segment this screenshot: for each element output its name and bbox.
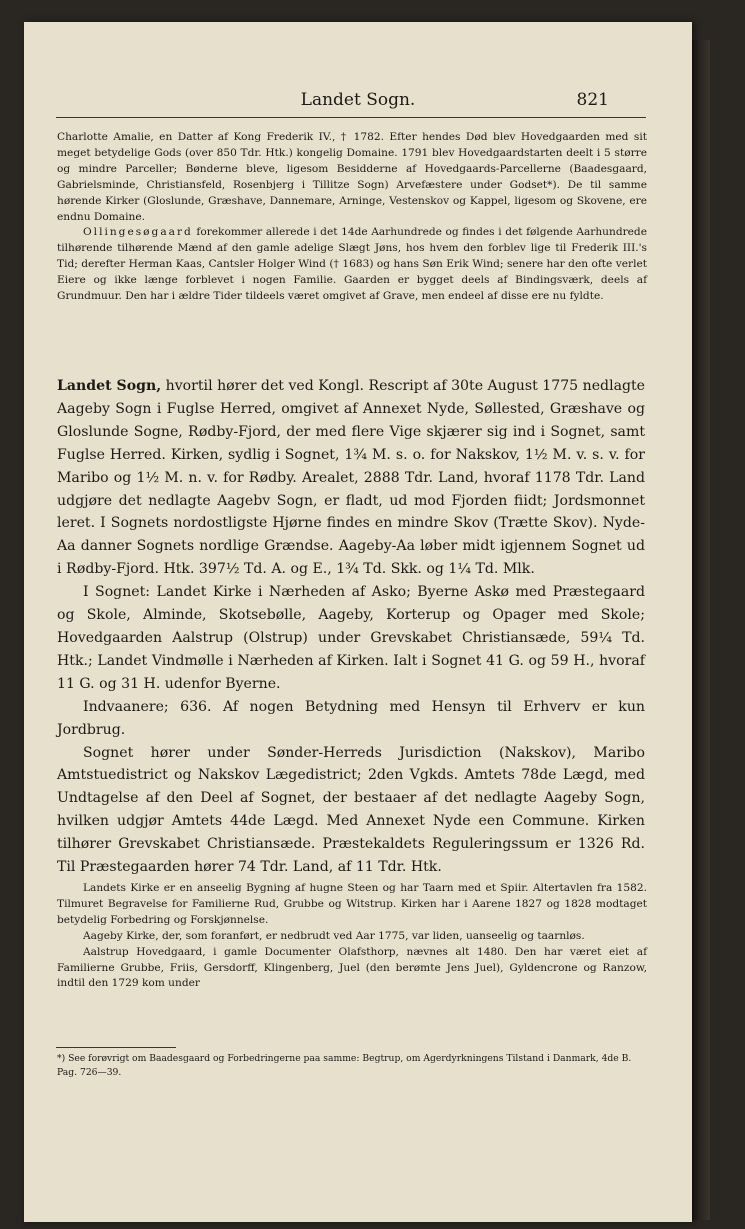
- main-paragraph-2: I Sognet: Landet Kirke i Nærheden af Asko; Byerne Askø med Præstegaard og Skole, Alminde, Skotsebølle, Aageby, Korterup og Opager med Skole; Hovedgaarden Aalstrup (Olstrup) under Grevskabet Christiansæde, 59¼ Td. Htk.; Landet Vindmølle i Nærheden af Kirken. Ialt i Sognet 41 G. og 59 H., hvoraf 11 G. og 31 H. udenfor Byerne.: [57, 584, 645, 692]
- main-paragraph-4: Sognet hører under Sønder-Herreds Jurisdiction (Nakskov), Maribo Amtstuedistrict og Nakskov Lægedistrict; 2den Vgkds. Amtets 78de Lægd, med Undtagelse af den Deel af Sognet, der bestaaer af det nedlagte Aageby Sogn, hvilken udgjør Amtets 44de Lægd. Med Annexet Nyde een Commune. Kirken tilhører Grevskabet Christiansæde. Præstekaldets Reguleringssum er 1326 Rd. Til Præstegaarden hører 74 Tdr. Land, af 11 Tdr. Htk.: [57, 744, 645, 876]
- footnote: *) See forøvrigt om Baadesgaard og Forbedringerne paa samme: Begtrup, om Agerdyrkningens Tilstand i Danmark, 4de B. Pag. 726—39.: [57, 1053, 632, 1078]
- intro-paragraph-2-text: forekommer allerede i det 14de Aarhundrede og findes i det følgende Aarhundrede tilhørende tilhørende Mænd af den gamle adelige Slægt Jøns, hos hvem den forblev lige til Frederik III.'s Tid; derefter Herman Kaas, Cantsler Holger Wind († 1683) og hans Søn Erik Wind; senere har den ofte verlet Eiere og ikke længe forblevet i nogen Familie. Gaarden er bygget deels af Bindingsværk, deels af Grundmuur. Den har i ældre Tider tildeels været omgivet af Grave, men endeel af disse ere nu fyldte.: [57, 226, 647, 303]
- running-header: [24, 90, 692, 120]
- notes-paragraph-3: Aalstrup Hovedgaard, i gamle Documenter Olafsthorp, nævnes alt 1480. Den har været eiet af Familierne Grubbe, Friis, Gersdorff, Klingenberg, Juel (den berømte Jens Juel), Gyldencrone og Ranzow, indtil den 1729 kom under: [57, 945, 647, 990]
- main-text-block: [57, 375, 645, 879]
- main-paragraph-1: [57, 375, 645, 581]
- main-paragraph-3: Indvaanere; 636. Af nogen Betydning med Hensyn til Erhverv er kun Jordbrug.: [57, 698, 645, 738]
- intro-text-block: [57, 130, 647, 305]
- intro-paragraph-1: Charlotte Amalie, en Datter af Kong Frederik IV., † 1782. Efter hendes Død blev Hovedgaarden med sit meget betydelige Gods (over 850 Tdr. Htk.) kongelig Domaine. 1791 blev Hovedgaardstarten deelt i 5 større og mindre Parceller; Bønderne bleve, ligesom Besidderne af Hovedgaards-Parcellerne (Baadesgaard, Gabrielsminde, Christiansfeld, Rosenbjerg i Tillitze Sogn) Arvefæstere under Godset*). De til samme hørende Kirker (Gloslunde, Græshave, Dannemare, Arninge, Vestenskov og Kappel, ligesom og Skovene, ere endnu Domaine.: [57, 131, 647, 223]
- notes-paragraph-2: Aageby Kirke, der, som foranført, er nedbrudt ved Aar 1775, var liden, uanseelig og taarnløs.: [83, 929, 585, 942]
- notes-text-block: [57, 881, 647, 992]
- running-title: Landet Sogn.: [300, 90, 416, 110]
- book-page-edge: [692, 40, 710, 1220]
- footnote-rule: [56, 1047, 176, 1048]
- manor-name: Ollingesøgaard: [83, 226, 193, 239]
- notes-paragraph-1: Landets Kirke er en anseelig Bygning af hugne Steen og har Taarn med et Spiir. Altertavlen fra 1582. Tilmuret Begravelse for Familierne Rud, Grubbe og Witstrup. Kirken har i Aarene 1827 og 1828 modtaget betydelig Forbedring og Forskjønnelse.: [57, 882, 647, 926]
- parish-heading: Landet Sogn,: [57, 378, 162, 394]
- page-number: 821: [576, 90, 609, 110]
- intro-paragraph-2: [57, 225, 647, 305]
- book-page: [24, 22, 692, 1222]
- main-paragraph-1-text: hvortil hører det ved Kongl. Rescript af 30te August 1775 nedlagte Aageby Sogn i Fuglse Herred, omgivet af Annexet Nyde, Søllested, Græshave og Gloslunde Sogne, Rødby-Fjord, der med flere Vige skjærer sig ind i Sognet, samt Fuglse Herred. Kirken, sydlig i Sognet, 1¾ M. s. o. for Nakskov, 1½ M. v. s. v. for Maribo og 1½ M. n. v. for Rødby. Arealet, 2888 Tdr. Land, hvoraf 1178 Tdr. Land udgjøre det nedlagte Aagebv Sogn, er fladt, ud mod Fjorden fiidt; Jordsmonnet leret. I Sognets nordostligste Hjørne findes en mindre Skov (Trætte Skov). Nyde-Aa danner Sognets nordlige Grændse. Aageby-Aa løber midt igjennem Sognet ud i Rødby-Fjord. Htk. 397½ Td. A. og E., 1¾ Td. Skk. og 1¼ Td. Mlk.: [57, 378, 645, 578]
- header-rule: [56, 117, 646, 118]
